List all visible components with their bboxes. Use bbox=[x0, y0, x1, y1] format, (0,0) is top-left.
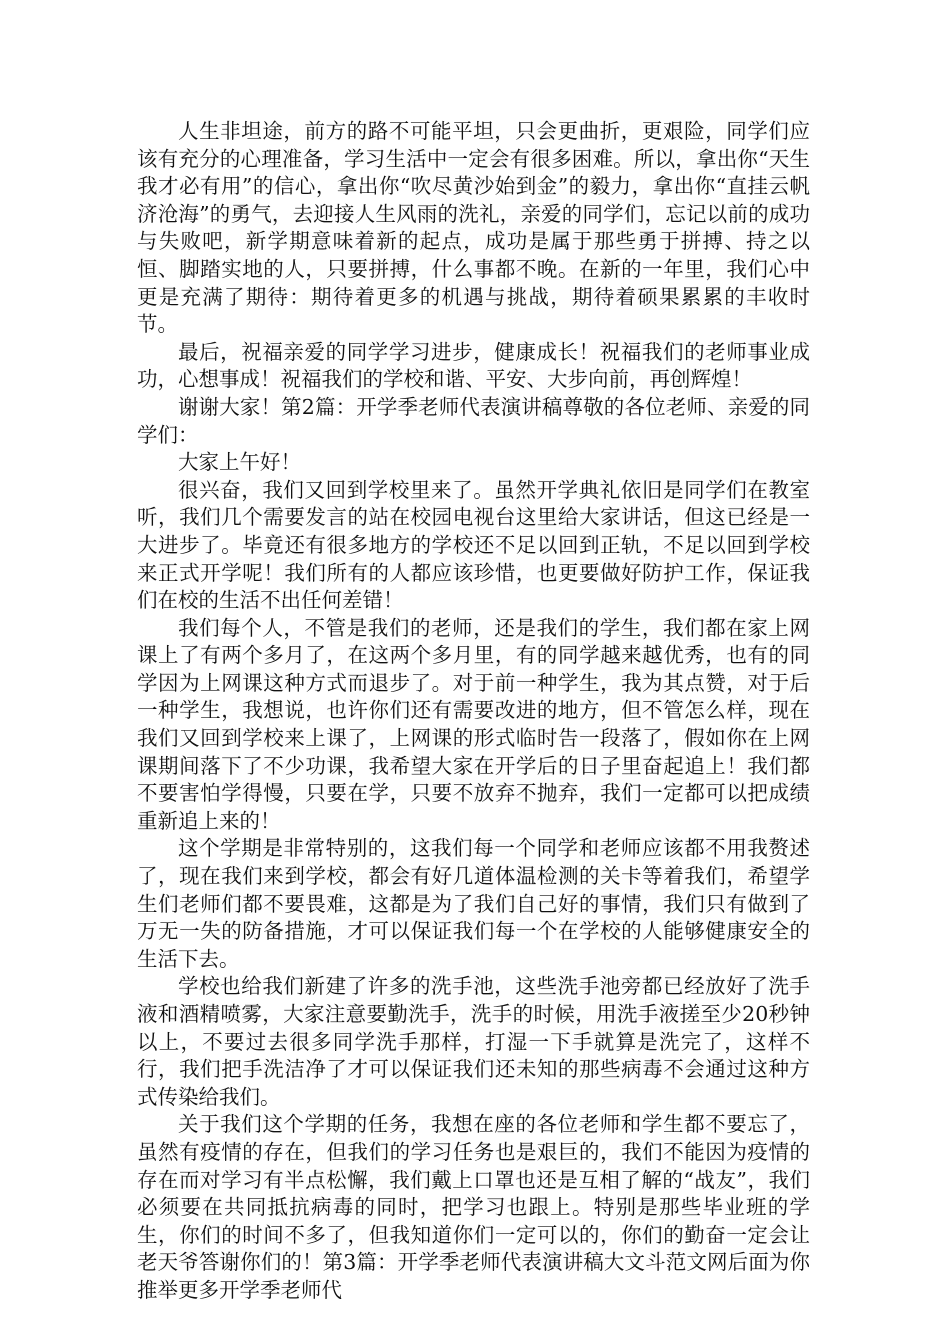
paragraph: 谢谢大家！第2篇：开学季老师代表演讲稿尊敬的各位老师、亲爱的同学们： bbox=[137, 394, 810, 447]
document-body bbox=[137, 118, 810, 1305]
paragraph: 大家上午好！ bbox=[178, 450, 301, 475]
paragraph: 学校也给我们新建了许多的洗手池，这些洗手池旁都已经放好了洗手液和酒精喷雾，大家注意要勤洗手，洗手的时候，用洗手液搓至少20秒钟以上，不要过去很多同学洗手那样，打湿一下手就算是洗完了，这样不行，我们把手洗洁净了才可以保证我们还未知的那些病毒不会通过这种方式传染给我们。 bbox=[137, 974, 810, 1109]
paragraph: 人生非坦途，前方的路不可能平坦，只会更曲折，更艰险，同学们应该有充分的心理准备，学习生活中一定会有很多困难。所以，拿出你“天生我才必有用”的信心，拿出你“吹尽黄沙始到金”的毅力，拿出你“直挂云帆济沧海”的勇气，去迎接人生风雨的洗礼，亲爱的同学们，忘记以前的成功与失败吧，新学期意味着新的起点，成功是属于那些勇于拼搏、持之以恒、脚踏实地的人，只要拼搏，什么事都不晚。在新的一年里，我们心中更是充满了期待：期待着更多的机遇与挑战，期待着硕果累累的丰收时节。 bbox=[137, 119, 810, 337]
paragraph: 这个学期是非常特别的，这我们每一个同学和老师应该都不用我赘述了，现在我们来到学校，都会有好几道体温检测的关卡等着我们，希望学生们老师们都不要畏难，这都是为了我们自己好的事情，我们只有做到了万无一失的防备措施，才可以保证我们每一个在学校的人能够健康安全的生活下去。 bbox=[137, 836, 810, 971]
paragraph: 很兴奋，我们又回到学校里来了。虽然开学典礼依旧是同学们在教室听，我们几个需要发言的站在校园电视台这里给大家讲话，但这已经是一大进步了。毕竟还有很多地方的学校还不足以回到正轨，不足以回到学校来正式开学呢！我们所有的人都应该珍惜，也更要做好防护工作，保证我们在校的生活不出任何差错！ bbox=[137, 477, 810, 613]
paragraph: 最后，祝福亲爱的同学学习进步，健康成长！祝福我们的老师事业成功，心想事成！祝福我们的学校和谐、平安、大步向前，再创辉煌！ bbox=[137, 339, 810, 392]
paragraph: 关于我们这个学期的任务，我想在座的各位老师和学生都不要忘了，虽然有疫情的存在，但我们的学习任务也是艰巨的，我们不能因为疫情的存在而对学习有半点松懈，我们戴上口罩也还是互相了解的“战友”，我们必须要在共同抵抗病毒的同时，把学习也跟上。特别是那些毕业班的学生，你们的时间不多了，但我知道你们一定可以的，你们的勤奋一定会让老天爷答谢你们的！第3篇：开学季老师代表演讲稿大文斗范文网后面为你推举更多开学季老师代 bbox=[137, 1112, 810, 1302]
paragraph: 我们每个人，不管是我们的老师，还是我们的学生，我们都在家上网课上了有两个多月了，在这两个多月里，有的同学越来越优秀，也有的同学因为上网课这种方式而退步了。对于前一种学生，我为其点赞，对于后一种学生，我想说，也许你们还有需要改进的地方，但不管怎么样，现在我们又回到学校来上课了，上网课的形式临时告一段落了，假如你在上网课期间落下了不少功课，我希望大家在开学后的日子里奋起追上！我们都不要害怕学得慢，只要在学，只要不放弃不抛弃，我们一定都可以把成绩重新追上来的！ bbox=[137, 615, 810, 833]
